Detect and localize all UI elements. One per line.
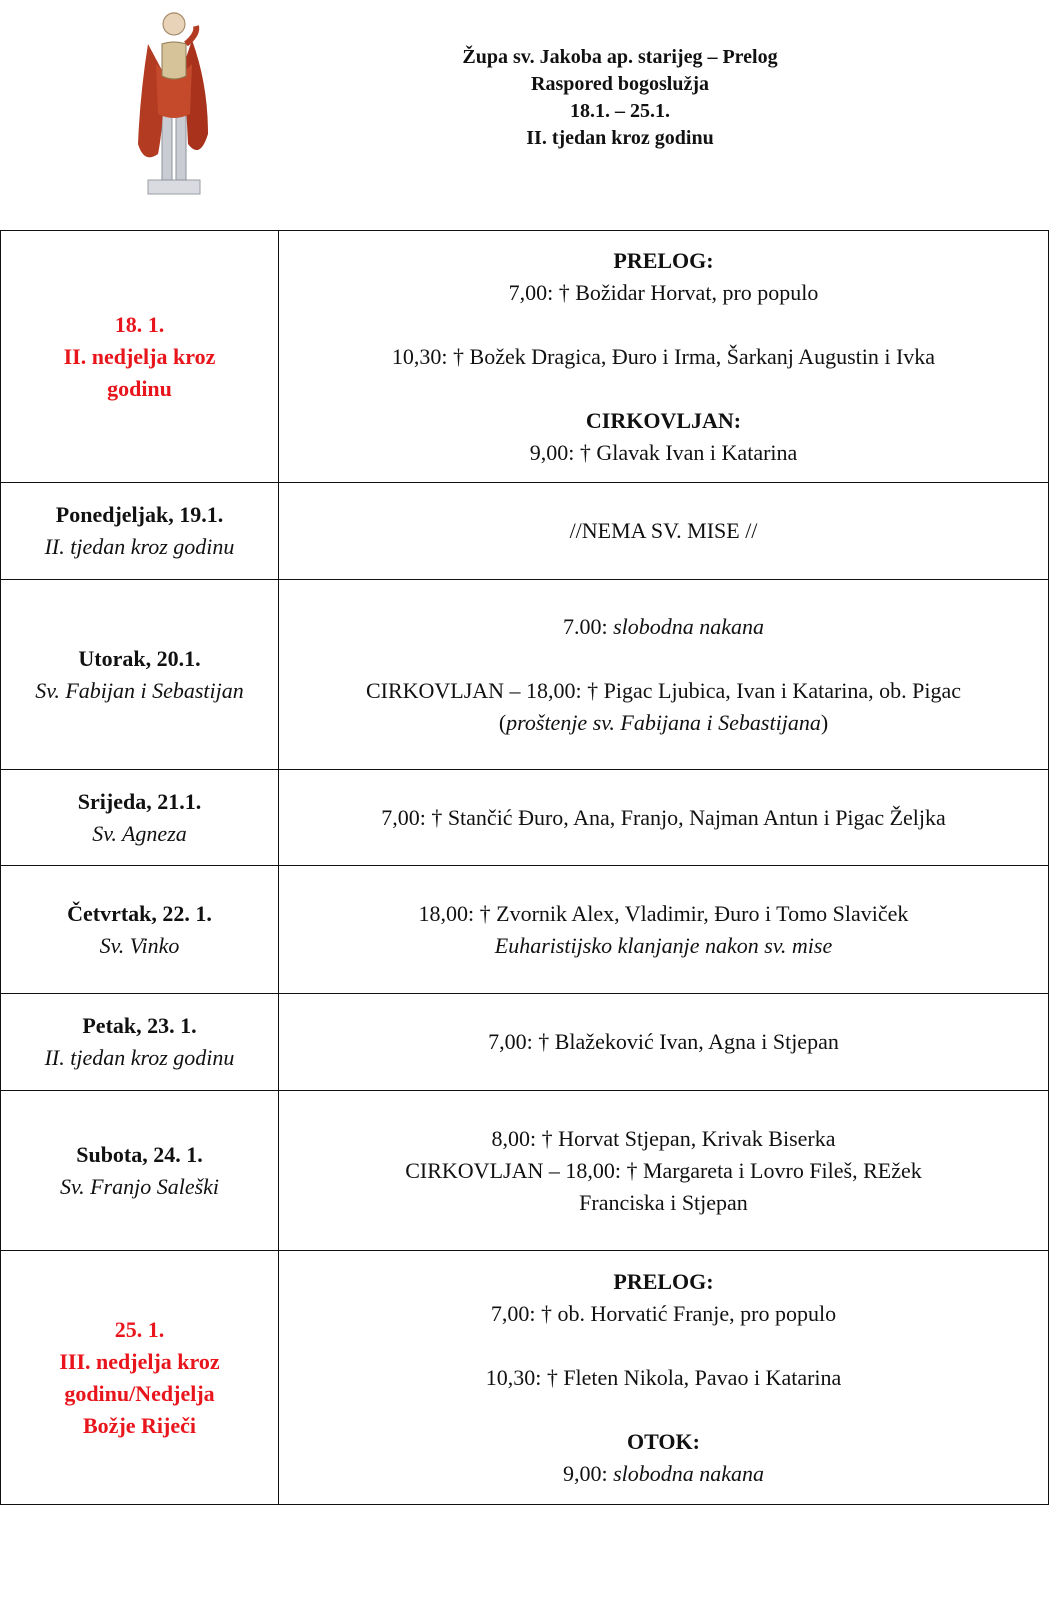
day-feast: Sv. Vinko [99, 932, 180, 958]
day-date: 25. 1. [114, 1316, 165, 1342]
table-row [1, 483, 1049, 580]
schedule-title: Raspored bogoslužja [531, 73, 709, 95]
location-heading: PRELOG: [613, 1268, 714, 1294]
mass-entry: //NEMA SV. MISE // [569, 518, 758, 543]
saint-james-statue-image [134, 4, 214, 198]
table-row [1, 994, 1049, 1091]
day-date: Ponedjeljak, 19.1. [55, 502, 224, 527]
mass-cell [279, 483, 1049, 580]
location-heading: OTOK: [627, 1428, 700, 1454]
day-cell [1, 866, 279, 994]
mass-entry: 8,00: † Horvat Stjepan, Krivak Biserka [491, 1125, 836, 1151]
mass-entry: 7,00: † Božidar Horvat, pro populo [508, 279, 819, 305]
mass-note: Euharistijsko klanjanje nakon sv. mise [494, 932, 833, 958]
mass-cell [279, 1251, 1049, 1505]
mass-time: 9,00: [562, 1460, 614, 1486]
day-feast: II. tjedan kroz godinu [44, 1045, 235, 1070]
mass-intention: slobodna nakana [613, 613, 765, 639]
day-title: Božje Riječi [83, 1412, 196, 1438]
mass-schedule-table [0, 230, 1049, 1505]
location-heading: CIRKOVLJAN: [585, 407, 742, 433]
day-date: Srijeda, 21.1. [77, 788, 202, 814]
table-row [1, 1091, 1049, 1251]
table-row [1, 580, 1049, 770]
day-cell [1, 580, 279, 770]
day-cell [1, 483, 279, 580]
day-title: godinu [107, 375, 172, 401]
day-cell [1, 770, 279, 866]
day-title: III. nedjelja kroz [59, 1348, 220, 1374]
mass-entry: 9,00: † Glavak Ivan i Katarina [529, 439, 798, 465]
mass-entry: CIRKOVLJAN – 18,00: † Margareta i Lovro Fileš, REžek [405, 1157, 922, 1183]
day-date: 18. 1. [114, 311, 165, 337]
day-date: Utorak, 20.1. [78, 645, 201, 671]
mass-entry [283, 1458, 1044, 1490]
date-range: 18.1. – 25.1. [570, 100, 670, 122]
mass-cell [279, 866, 1049, 994]
day-feast: Sv. Fabijan i Sebastijan [35, 677, 244, 703]
table-row [1, 770, 1049, 866]
mass-cell [279, 994, 1049, 1091]
mass-note: (proštenje sv. Fabijana i Sebastijana) [498, 709, 829, 735]
day-title: II. nedjelja kroz [63, 343, 216, 369]
mass-intention: slobodna nakana [613, 1460, 765, 1486]
day-cell [1, 231, 279, 483]
mass-entry: Franciska i Stjepan [579, 1189, 748, 1215]
mass-entry: 10,30: † Fleten Nikola, Pavao i Katarina [485, 1364, 842, 1390]
mass-entry [283, 611, 1044, 643]
mass-entry: 7,00: † Blažeković Ivan, Agna i Stjepan [488, 1029, 839, 1054]
mass-time: 7.00: [562, 613, 614, 639]
mass-entry: 7,00: † ob. Horvatić Franje, pro populo [490, 1300, 837, 1326]
location-heading: PRELOG: [613, 247, 714, 273]
mass-cell [279, 580, 1049, 770]
day-title: godinu/Nedjelja [64, 1380, 215, 1406]
day-feast: Sv. Franjo Saleški [59, 1173, 220, 1199]
table-row [1, 231, 1049, 483]
week-title: II. tjedan kroz godinu [526, 127, 714, 149]
day-cell [1, 994, 279, 1091]
day-date: Četvrtak, 22. 1. [67, 900, 212, 926]
day-feast: II. tjedan kroz godinu [44, 534, 235, 559]
day-date: Petak, 23. 1. [82, 1013, 197, 1038]
saint-statue-icon [134, 4, 214, 198]
day-date: Subota, 24. 1. [76, 1141, 203, 1167]
mass-cell [279, 770, 1049, 866]
mass-entry: CIRKOVLJAN – 18,00: † Pigac Ljubica, Ivan i Katarina, ob. Pigac [365, 677, 962, 703]
mass-cell [279, 1091, 1049, 1251]
mass-cell [279, 231, 1049, 483]
table-row [1, 866, 1049, 994]
parish-title: Župa sv. Jakoba ap. starijeg – Prelog [462, 46, 778, 68]
mass-entry: 10,30: † Božek Dragica, Đuro i Irma, Šarkanj Augustin i Ivka [391, 343, 936, 369]
document-header [370, 44, 870, 152]
day-feast: Sv. Agneza [92, 820, 187, 846]
feast-note: proštenje sv. Fabijana i Sebastijana [506, 709, 821, 735]
table-row [1, 1251, 1049, 1505]
day-cell [1, 1091, 279, 1251]
mass-entry: 18,00: † Zvornik Alex, Vladimir, Đuro i Tomo Slaviček [418, 900, 909, 926]
day-cell [1, 1251, 279, 1505]
mass-entry: 7,00: † Stančić Đuro, Ana, Franjo, Najman Antun i Pigac Željka [381, 804, 946, 830]
